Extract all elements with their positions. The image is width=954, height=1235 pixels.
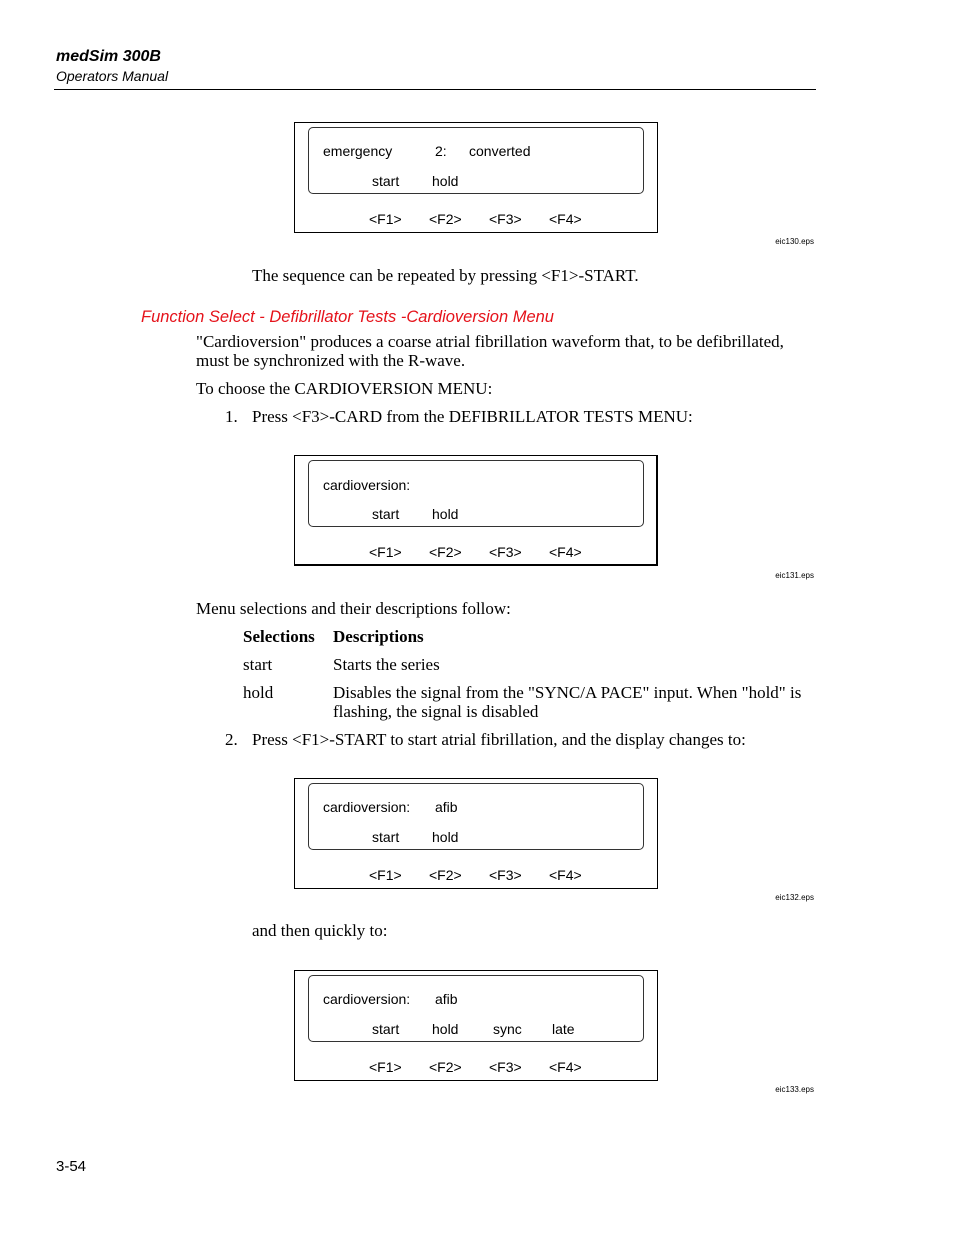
- lcd-text: start: [372, 829, 400, 845]
- lcd-text: 2:: [435, 143, 447, 159]
- figure-filename: eic132.eps: [775, 893, 814, 902]
- table-cell-description: Starts the series: [333, 655, 440, 674]
- figure-filename: eic133.eps: [775, 1085, 814, 1094]
- lcd-text: start: [372, 173, 400, 189]
- body-text: Menu selections and their descriptions follow:: [196, 599, 511, 618]
- step-number: 2.: [225, 730, 238, 749]
- lcd-text: late: [552, 1021, 575, 1037]
- table-header-selections: Selections: [243, 627, 315, 646]
- lcd-text: afib: [435, 991, 458, 1007]
- fkey-label: <F4>: [549, 867, 582, 883]
- lcd-text: afib: [435, 799, 458, 815]
- fkey-label: <F2>: [429, 867, 462, 883]
- fkey-label: <F1>: [369, 211, 402, 227]
- page-header-title: medSim 300B: [56, 48, 161, 65]
- figure-filename: eic130.eps: [775, 237, 814, 246]
- lcd-display-afib: [294, 778, 658, 889]
- lcd-text: cardioversion:: [323, 477, 411, 493]
- body-text: Press <F3>-CARD from the DEFIBRILLATOR TESTS MENU:: [252, 407, 693, 426]
- page-number: 3-54: [56, 1158, 87, 1175]
- lcd-text: hold: [432, 173, 459, 189]
- fkey-label: <F1>: [369, 1059, 402, 1075]
- fkey-label: <F4>: [549, 1059, 582, 1075]
- body-text: The sequence can be repeated by pressing <F1>-START.: [252, 266, 639, 285]
- lcd-text: cardioversion:: [323, 991, 411, 1007]
- lcd-display-cardioversion: [294, 455, 658, 566]
- lcd-text: emergency: [323, 143, 393, 159]
- fkey-label: <F2>: [429, 1059, 462, 1075]
- body-text: "Cardioversion" produces a coarse atrial fibrillation waveform that, to be defibrillated,: [196, 332, 784, 351]
- fkey-label: <F1>: [369, 867, 402, 883]
- body-text: must be synchronized with the R-wave.: [196, 351, 466, 370]
- table-cell-description: Disables the signal from the "SYNC/A PACE" input. When "hold" is: [333, 683, 802, 702]
- page-header-subtitle: Operators Manual: [56, 68, 169, 84]
- fkey-label: <F3>: [489, 211, 522, 227]
- lcd-display-afib-sync: [294, 970, 658, 1081]
- body-text: To choose the CARDIOVERSION MENU:: [196, 379, 493, 398]
- step-number: 1.: [225, 407, 238, 426]
- table-cell-description: flashing, the signal is disabled: [333, 702, 539, 721]
- fkey-label: <F2>: [429, 211, 462, 227]
- lcd-text: sync: [493, 1021, 522, 1037]
- fkey-label: <F3>: [489, 1059, 522, 1075]
- body-text: Press <F1>-START to start atrial fibrillation, and the display changes to:: [252, 730, 746, 749]
- section-heading: Function Select - Defibrillator Tests -Cardioversion Menu: [141, 308, 554, 326]
- body-text: and then quickly to:: [252, 921, 388, 940]
- lcd-text: cardioversion:: [323, 799, 411, 815]
- fkey-label: <F4>: [549, 211, 582, 227]
- lcd-display-emergency: [294, 122, 658, 233]
- lcd-text: hold: [432, 829, 459, 845]
- lcd-text: converted: [469, 143, 531, 159]
- lcd-text: start: [372, 506, 400, 522]
- fkey-label: <F3>: [489, 867, 522, 883]
- fkey-label: <F1>: [369, 544, 402, 560]
- fkey-label: <F4>: [549, 544, 582, 560]
- lcd-text: start: [372, 1021, 400, 1037]
- fkey-label: <F2>: [429, 544, 462, 560]
- table-cell-selection: start: [243, 655, 273, 674]
- table-cell-selection: hold: [243, 683, 274, 702]
- header-rule: [54, 89, 816, 90]
- table-header-descriptions: Descriptions: [333, 627, 424, 646]
- lcd-screen: [308, 460, 644, 527]
- figure-filename: eic131.eps: [775, 571, 814, 580]
- fkey-label: <F3>: [489, 544, 522, 560]
- lcd-text: hold: [432, 1021, 459, 1037]
- lcd-screen: [308, 127, 644, 194]
- lcd-screen: [308, 975, 644, 1042]
- lcd-screen: [308, 783, 644, 850]
- lcd-text: hold: [432, 506, 459, 522]
